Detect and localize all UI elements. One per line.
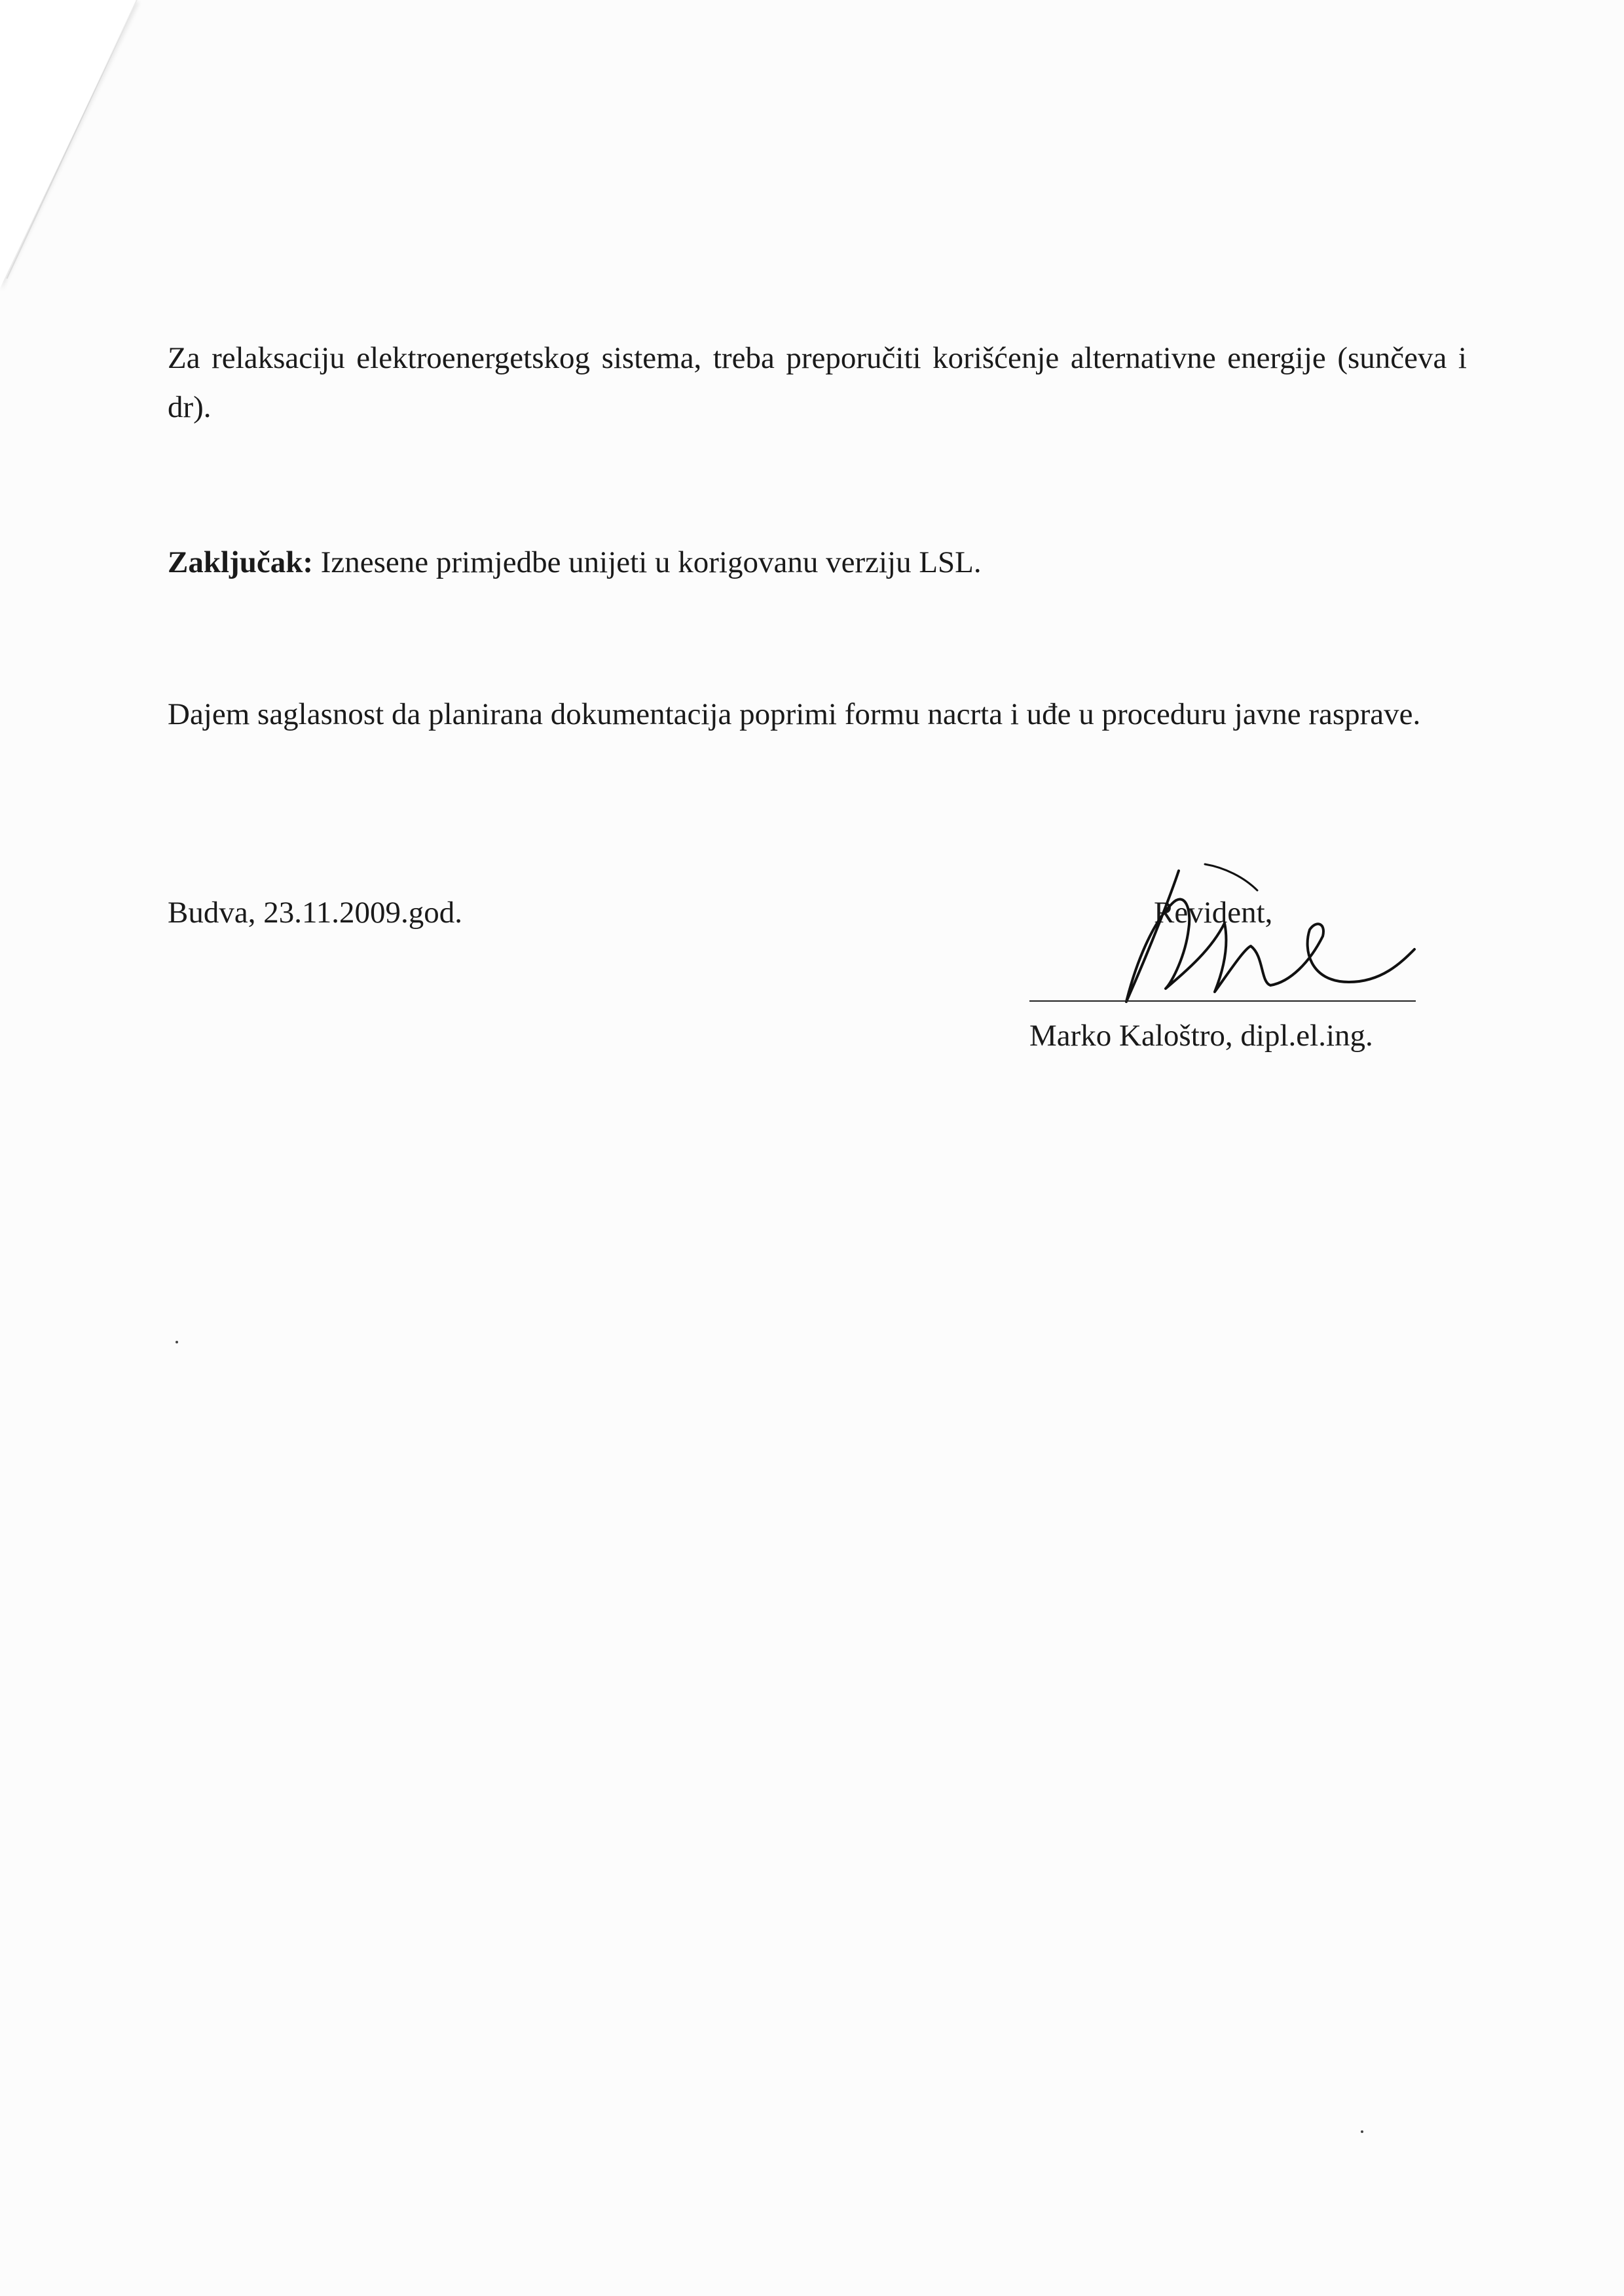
scan-speck — [175, 1341, 178, 1343]
paragraph-alternative-energy: Za relaksaciju elektroenergetskog sistema, treba preporučiti korišćenje alternativne energije (sunčeva i dr). — [168, 341, 1467, 424]
paragraph-approval: Dajem saglasnost da planirana dokumentacija poprimi formu nacrta i uđe u proceduru javne rasprave. — [168, 697, 1421, 731]
signature-line — [1029, 1000, 1416, 1002]
scan-speck — [1361, 2130, 1363, 2133]
place-and-date: Budva, 23.11.2009.god. — [168, 896, 462, 930]
conclusion-text: Iznesene primjedbe unijeti u korigovanu verziju LSL. — [313, 545, 982, 579]
conclusion-label: Zaključak: — [168, 545, 313, 579]
handwritten-signature — [1074, 851, 1441, 1021]
signatory-role: Revident, — [1154, 896, 1273, 930]
signatory-name: Marko Kaloštro, dipl.el.ing. — [1029, 1019, 1373, 1053]
conclusion-paragraph — [168, 538, 982, 587]
